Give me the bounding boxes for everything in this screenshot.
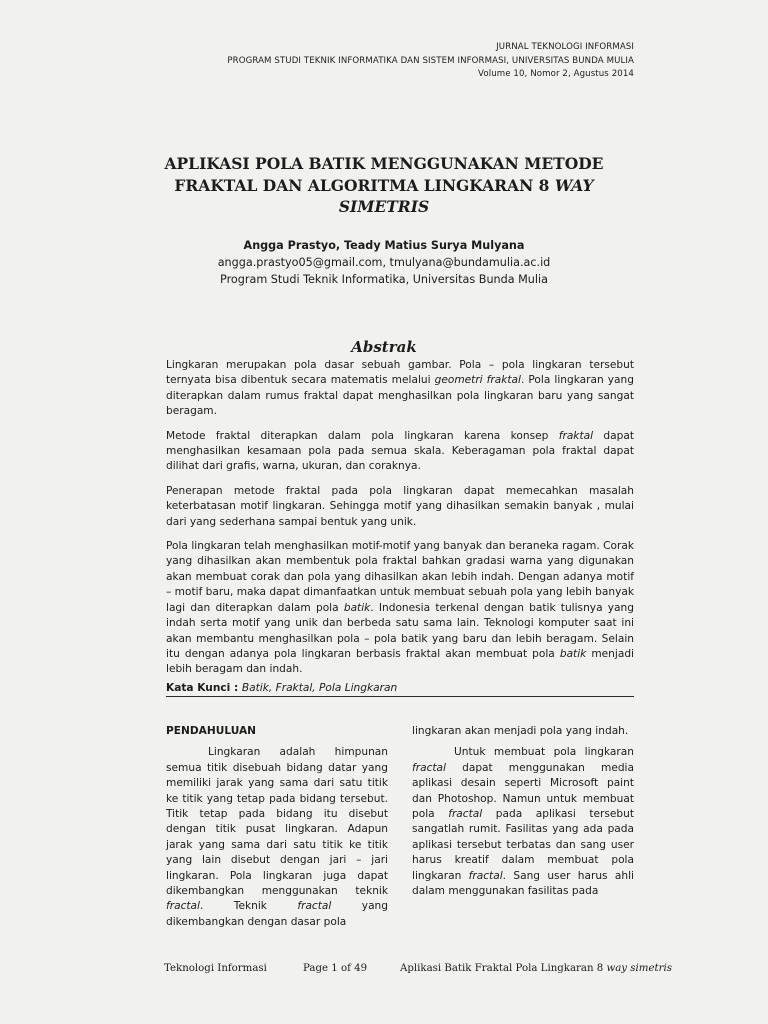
- author-names: Angga Prastyo, Teady Matius Surya Mulyana: [243, 239, 525, 252]
- footer-journal: Teknologi Informasi: [164, 963, 267, 974]
- title-line-2: FRAKTAL DAN ALGORITMA LINGKARAN 8 WAY: [174, 175, 594, 195]
- abstract-body: [166, 358, 634, 687]
- author-affiliation: Program Studi Teknik Informatika, Universitas Bunda Mulia: [220, 272, 548, 286]
- journal-name: JURNAL TEKNOLOGI INFORMASI: [496, 42, 634, 52]
- title-line-3: SIMETRIS: [338, 197, 430, 216]
- journal-volume: Volume 10, Nomor 2, Agustus 2014: [478, 69, 634, 80]
- paper-title: [160, 153, 608, 218]
- intro-paragraph-1: Lingkaran adalah himpunan semua titik disebuah bidang datar yang memiliki jarak yang sama dari satu titik ke titik yang tetap pada bidang tersebut. Titik tetap pada bidang itu disebut dengan titik pusat lingkaran. Adapun jarak yang sama dari satu titik ke titik yang lain disebut dengan jari – jari lingkaran. Pola lingkaran juga dapat dikembangkan menggunakan teknik fractal. Teknik fractal yang dikembangkan dengan dasar pola: [166, 746, 388, 928]
- abstract-paragraph-2: Metode fraktal diterapkan dalam pola lingkaran karena konsep fraktal dapat menghasilkan kesamaan pola pada semua skala. Keberagaman pola fraktal dapat dilihat dari grafis, warna, ukuran, dan coraknya.: [166, 429, 634, 473]
- abstract-paragraph-3: Penerapan metode fraktal pada pola lingkaran dapat memecahkan masalah keterbatasan motif lingkaran. Sehingga motif yang dihasilkan semakin banyak , mulai dari yang sederhana sampai bentuk yang unik.: [166, 484, 634, 528]
- footer-page-number: Page 1 of 49: [303, 963, 368, 974]
- keywords-divider: [166, 696, 634, 697]
- keywords-label: Kata Kunci :: [166, 682, 242, 694]
- journal-header: [227, 41, 634, 82]
- body-column-left: [166, 724, 388, 936]
- abstract-heading: Abstrak: [351, 338, 417, 356]
- abstract-paragraph-4: Pola lingkaran telah menghasilkan motif-motif yang banyak dan beraneka ragam. Corak yang dihasilkan akan membentuk pola fraktal bahkan gradasi warna yang digunakan akan membuat corak dan pola yang dihasilkan akan lebih indah. Dengan adanya motif – motif baru, maka dapat dimanfaatkan untuk membuat sebuah pola yang lebih banyak lagi dan diterapkan dalam pola batik. Indonesia terkenal dengan batik tulisnya yang indah serta motif yang unik dan berbeda satu sama lain. Teknologi komputer saat ini akan membantu menghasilkan pola – pola batik yang baru dan lebih beragam. Selain itu dengan adanya pola lingkaran berbasis fraktal akan membuat pola batik menjadi lebih beragam dan indah.: [166, 540, 634, 676]
- abstract-paragraph-1: Lingkaran merupakan pola dasar sebuah gambar. Pola – pola lingkaran tersebut ternyata bisa dibentuk secara matematis melalui geometri fraktal. Pola lingkaran yang diterapkan dalam rumus fraktal dapat menghasilkan pola lingkaran baru yang sangat beragam.: [166, 359, 634, 418]
- author-block: [120, 238, 648, 288]
- keywords: [166, 681, 634, 695]
- journal-program: PROGRAM STUDI TEKNIK INFORMATIKA DAN SISTEM INFORMASI, UNIVERSITAS BUNDA MULIA: [227, 55, 634, 66]
- intro-paragraph-2: Untuk membuat pola lingkaran fractal dapat menggunakan media aplikasi desain seperti Microsoft paint dan Photoshop. Namun untuk membuat pola fractal pada aplikasi tersebut sangatlah rumit. Fasilitas yang ada pada aplikasi tersebut terbatas dan sang user harus kreatif dalam membuat pola lingkaran fractal. Sang user harus ahli dalam menggunakan fasilitas pada: [412, 746, 635, 898]
- section-heading-pendahuluan: PENDAHULUAN: [166, 725, 257, 737]
- intro-paragraph-1-cont: lingkaran akan menjadi pola yang indah.: [412, 725, 629, 737]
- body-column-right: [412, 724, 634, 905]
- footer-running-title: Aplikasi Batik Fraktal Pola Lingkaran 8 way simetris: [400, 963, 672, 974]
- author-emails: angga.prastyo05@gmail.com, tmulyana@bundamulia.ac.id: [217, 255, 551, 269]
- keywords-value: Batik, Fraktal, Pola Lingkaran: [241, 682, 398, 694]
- title-line-1: APLIKASI POLA BATIK MENGGUNAKAN METODE: [164, 154, 604, 173]
